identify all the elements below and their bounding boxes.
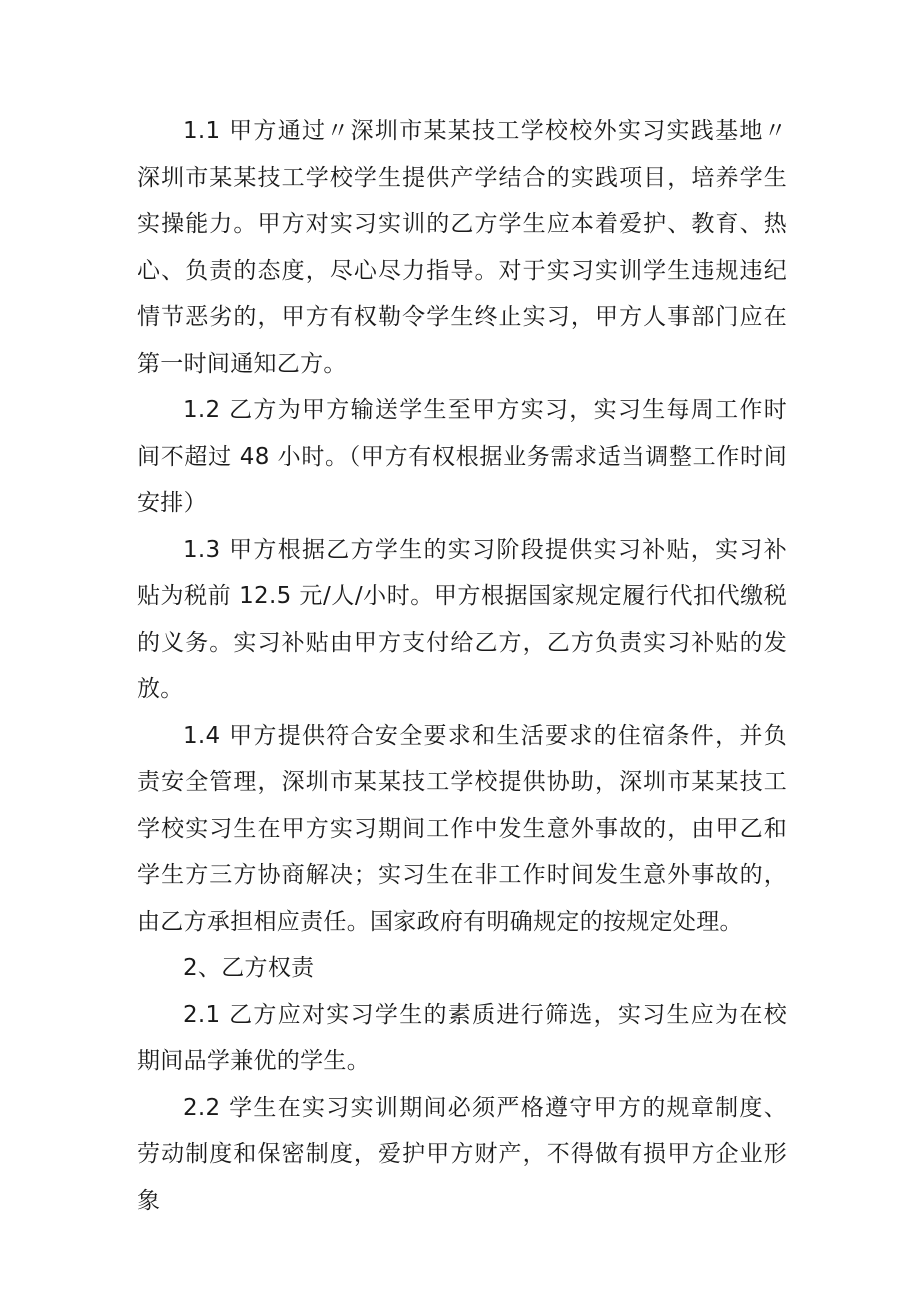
clause-1-4: 1.4 甲方提供符合安全要求和生活要求的住宿条件，并负责安全管理，深圳市某某技工学校提供协助，深圳市某某技工学校实习生在甲方实习期间工作中发生意外事故的，由甲乙和学生方三方协商解决；实习生在非工作时间发生意外事故的，由乙方承担相应责任。国家政府有明确规定的按规定处理。 [137,722,787,935]
clause-1-2: 1.2 乙方为甲方输送学生至甲方实习，实习生每周工作时间不超过 48 小时。（甲方有权根据业务需求适当调整工作时间安排） [137,397,787,516]
clause-2-1: 2.1 乙方应对实习学生的素质进行筛选，实习生应为在校期间品学兼优的学生。 [137,1001,787,1074]
document-body [137,108,787,1224]
clause-2-2: 2.2 学生在实习实训期间必须严格遵守甲方的规章制度、劳动制度和保密制度，爱护甲方财产，不得做有损甲方企业形象 [137,1094,787,1214]
section-2-heading: 2、乙方权责 [183,955,315,981]
clause-1-3: 1.3 甲方根据乙方学生的实习阶段提供实习补贴，实习补贴为税前 12.5 元/人/小时。甲方根据国家规定履行代扣代缴税的义务。实习补贴由甲方支付给乙方，乙方负责实习补贴的发放。 [137,536,787,702]
clause-1-1: 1.1 甲方通过〃深圳市某某技工学校校外实习实践基地〃深圳市某某技工学校学生提供产学结合的实践项目，培养学生实操能力。甲方对实习实训的乙方学生应本着爱护、教育、热心、负责的态度，尽心尽力指导。对于实习实训学生违规违纪情节恶劣的，甲方有权勒令学生终止实习，甲方人事部门应在第一时间通知乙方。 [137,118,787,377]
